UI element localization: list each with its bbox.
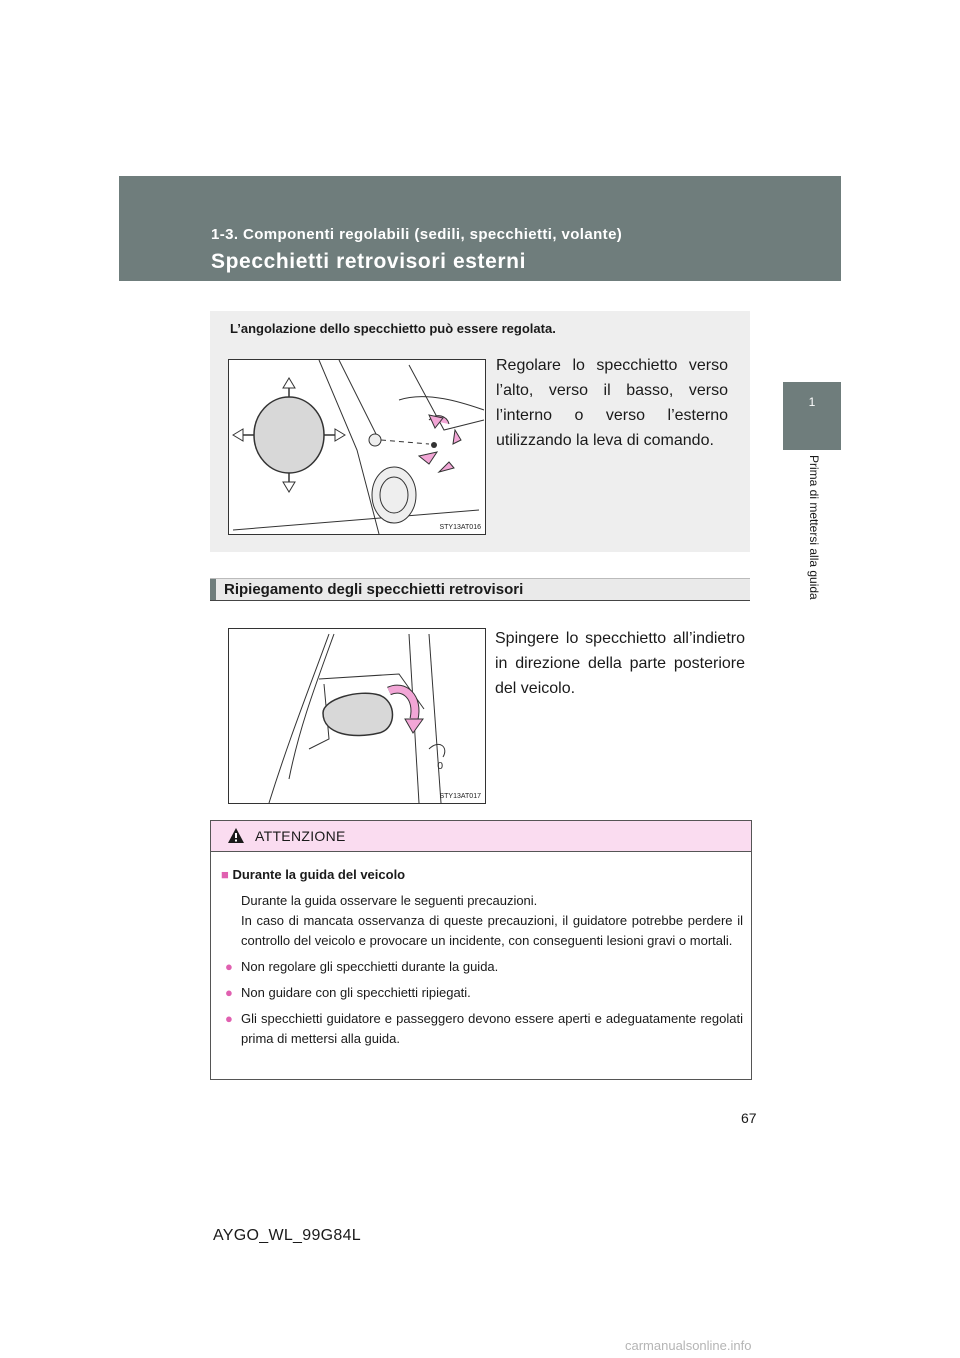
intro-lead: L’angolazione dello specchietto può essere regolata. (230, 321, 556, 336)
folding-description: Spingere lo specchietto all’indietro in direzione della parte posteriore del veicolo. (495, 630, 745, 697)
list-item: ● Gli specchietti guidatore e passeggero devono essere aperti e adeguatamente regolati prima di mettersi alla guida. (221, 1009, 743, 1049)
warning-box (210, 820, 752, 1080)
warning-header (211, 821, 751, 852)
mirror-adjust-illustration (229, 360, 485, 534)
folding-heading (210, 578, 750, 601)
folding-heading-text: Ripiegamento degli specchietti retrovisori (224, 581, 524, 598)
svg-text:0: 0 (437, 761, 444, 772)
list-item: ● Non regolare gli specchietti durante la guida. (221, 957, 743, 977)
warning-intro: Durante la guida osservare le seguenti precauzioni. (241, 893, 538, 908)
chapter-tab: 1 (783, 382, 841, 450)
warning-body (221, 865, 743, 1049)
mirror-fold-illustration (229, 629, 485, 803)
list-item: ● Non guidare con gli specchietti ripiegati. (221, 983, 743, 1003)
section-title: 1-3. Componenti regolabili (sedili, specchietti, volante) (211, 226, 623, 243)
figure-code: STY13AT016 (439, 524, 481, 531)
circle-bullet-icon: ● (225, 1011, 233, 1026)
mirror-fold-figure (228, 628, 486, 804)
circle-bullet-icon: ● (225, 985, 233, 1000)
warning-detail: In caso di mancata osservanza di queste precauzioni, il guidatore potrebbe perdere il controllo del veicolo e provocare un incidente, con conseguenti lesioni gravi o mortali. (241, 913, 743, 948)
mirror-adjust-figure (228, 359, 486, 535)
circle-bullet-icon: ● (225, 959, 233, 974)
heading-bar (210, 579, 216, 600)
watermark: carmanualsonline.info (625, 1338, 752, 1353)
warning-subheading: Durante la guida del veicolo (232, 867, 406, 882)
warning-label: ATTENZIONE (255, 828, 346, 844)
figure-code: STY13AT017 (439, 793, 481, 800)
chapter-label: Prima di mettersi alla guida (807, 455, 821, 600)
page-header (119, 176, 841, 281)
footer-code: AYGO_WL_99G84L (213, 1227, 361, 1244)
page-title: Specchietti retrovisori esterni (211, 250, 527, 273)
square-bullet-icon: ■ (221, 867, 233, 882)
page-number: 67 (741, 1110, 757, 1126)
warning-icon (227, 827, 245, 844)
intro-description: Regolare lo specchietto verso l’alto, verso il basso, verso l’interno o verso l’esterno utilizzando la leva di comando. (496, 357, 728, 449)
